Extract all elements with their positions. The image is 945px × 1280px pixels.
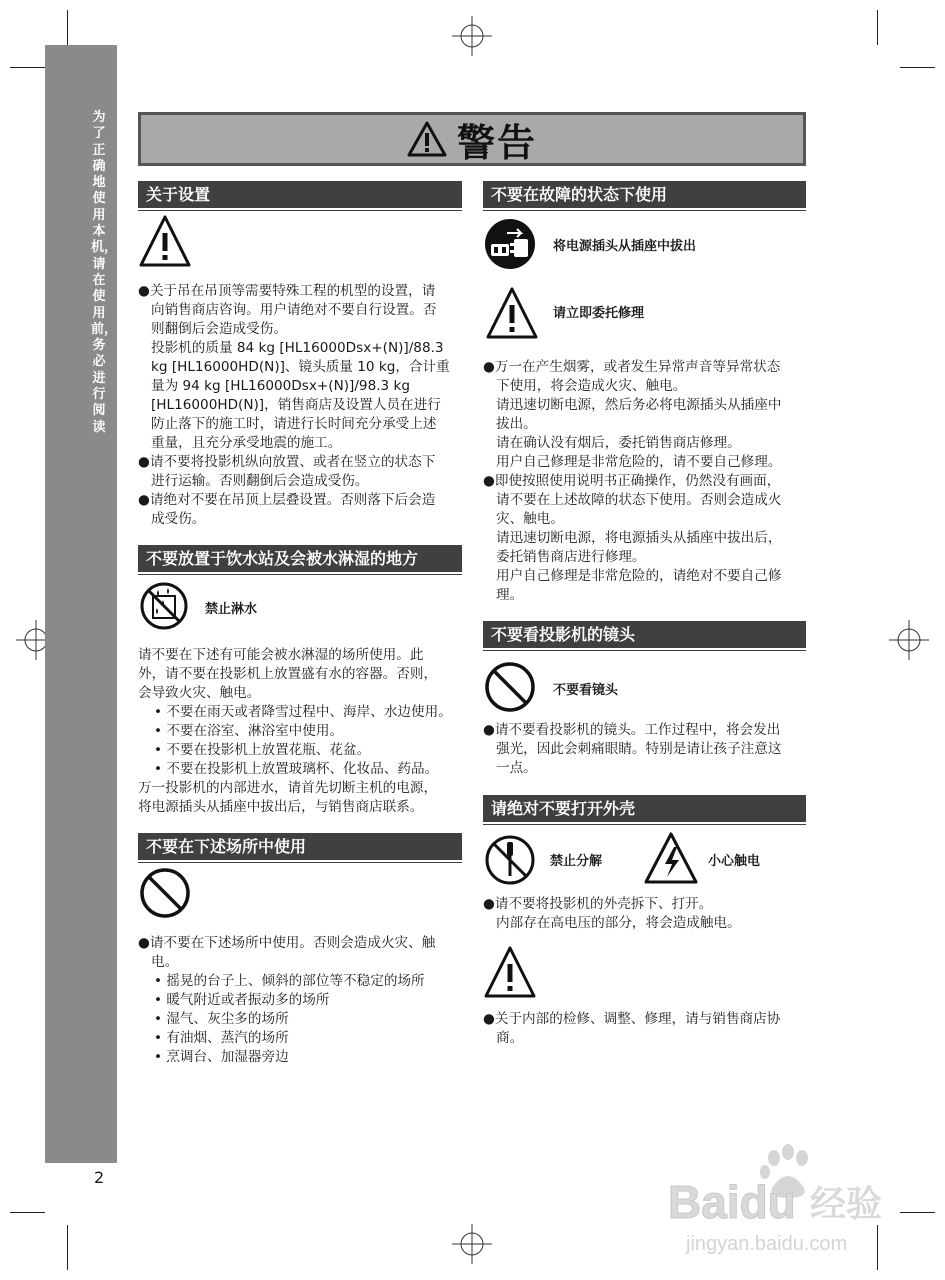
text-line: 将电源插头从插座中拔出后，与销售商店联系。 — [138, 799, 424, 815]
section-title-locations: 不要在下述场所中使用 — [138, 833, 462, 860]
dot-item: • 摇晃的台子上、倾斜的部位等不稳定的场所 — [154, 973, 425, 989]
text-line: 拔出。 — [496, 416, 537, 432]
bullet-paragraph: ●万一在产生烟雾，或者发生异常声音等异常状态 — [483, 359, 781, 375]
dot-item: • 不要在雨天或者降雪过程中、海岸、水边使用。 — [154, 704, 452, 720]
section-title-malfunction: 不要在故障的状态下使用 — [483, 181, 806, 208]
prohibition-icon — [483, 660, 537, 714]
watermark-url: jingyan.baidu.com — [686, 1233, 848, 1255]
caution-triangle-icon — [485, 285, 539, 341]
bullet-paragraph: ●请不要将投影机纵向放置、或者在竖立的状态下 — [138, 454, 436, 470]
text-line: 内部存在高电压的部分，将会造成触电。 — [496, 915, 741, 931]
crop-mark — [10, 1212, 45, 1213]
no-disassembly-icon — [483, 833, 537, 887]
text-line: 电。 — [151, 954, 179, 970]
text-line: 万一投影机的内部进水，请首先切断主机的电源， — [138, 780, 438, 796]
warning-banner — [138, 112, 806, 166]
baidu-watermark — [660, 1140, 920, 1270]
icon-label-no-look: 不要看镜头 — [553, 683, 619, 698]
text-line: 投影机的质量 84 kg [HL16000Dsx+(N)]/88.3 — [151, 340, 444, 356]
section-body-locations — [138, 934, 468, 1067]
bullet-paragraph: ●关于吊在吊顶等需要特殊工程的机型的设置，请 — [138, 283, 436, 299]
text-line: 理。 — [496, 587, 524, 603]
side-vertical-text: 为了正确地使用本机，请在使用前，务必进行阅读 — [91, 110, 118, 435]
icon-label-electric-shock: 小心触电 — [708, 854, 761, 869]
caution-triangle-icon — [483, 944, 537, 1000]
dot-item: • 烹调台、加湿器旁边 — [154, 1049, 289, 1065]
section-body-installation — [138, 282, 468, 529]
registration-mark-right — [889, 620, 929, 660]
section-title-lens: 不要看投影机的镜头 — [483, 621, 806, 648]
text-line: 请迅速切断电源，然后务必将电源插头从插座中 — [496, 397, 782, 413]
section-title-installation: 关于设置 — [138, 181, 462, 208]
text-line: 用户自己修理是非常危险的，请不要自己修理。 — [496, 454, 782, 470]
section-title-case: 请绝对不要打开外壳 — [483, 795, 806, 822]
dot-item: • 不要在投影机上放置玻璃杯、化妆品、药品。 — [154, 761, 439, 777]
bullet-paragraph: ●请不要看投影机的镜头。工作过程中，将会发出 — [483, 722, 781, 738]
text-line: 防止落下的施工时，请进行长时间充分承受上述 — [151, 416, 437, 432]
section-body-repair — [483, 1010, 813, 1048]
bullet-paragraph: ●关于内部的检修、调整、修理，请与销售商店协 — [483, 1011, 781, 1027]
bullet-paragraph: ●请不要在下述场所中使用。否则会造成火灾、触 — [138, 935, 436, 951]
text-line: 灾、触电。 — [496, 511, 564, 527]
text-line: 用户自己修理是非常危险的，请绝对不要自己修 — [496, 568, 782, 584]
icon-label-no-disassembly: 禁止分解 — [550, 854, 603, 869]
text-line: 向销售商店咨询。用户请绝对不要自行设置。否 — [151, 302, 437, 318]
icon-label-repair: 请立即委托修理 — [553, 306, 645, 321]
watermark-suffix: 经验 — [810, 1184, 883, 1225]
crop-mark — [67, 10, 68, 45]
warning-triangle-icon — [407, 121, 447, 157]
warning-title: 警告 — [456, 120, 537, 165]
text-line: 会导致火灾、触电。 — [138, 685, 261, 701]
text-line: 强光，因此会刺痛眼睛。特别是请让孩子注意这 — [496, 741, 782, 757]
page-number: 2 — [94, 1168, 105, 1187]
bullet-paragraph: ●请不要将投影机的外壳拆下、打开。 — [483, 896, 713, 912]
text-line: 委托销售商店进行修理。 — [496, 549, 646, 565]
dot-item: • 有油烟、蒸汽的场所 — [154, 1030, 289, 1046]
bullet-paragraph: ●即使按照使用说明书正确操作，仍然没有画面， — [483, 473, 781, 489]
text-line: 则翻倒后会造成受伤。 — [151, 321, 287, 337]
text-line: 商。 — [496, 1030, 524, 1046]
text-line: 进行运输。否则翻倒后会造成受伤。 — [151, 473, 369, 489]
unplug-icon — [483, 217, 537, 271]
text-line: 请不要在上述故障的状态下使用。否则会造成火 — [496, 492, 782, 508]
caution-triangle-icon — [138, 213, 192, 269]
section-body-case — [483, 895, 813, 933]
text-line: [HL16000HD(N)]，销售商店及设置人员在进行 — [151, 397, 441, 413]
registration-mark-top — [452, 16, 492, 56]
no-water-icon — [138, 580, 190, 632]
watermark-brand: Baidu — [668, 1176, 796, 1228]
dot-item: • 不要在投影机上放置花瓶、花盆。 — [154, 742, 371, 758]
dot-item: • 湿气、灰尘多的场所 — [154, 1011, 289, 1027]
text-line: 量为 94 kg [HL16000Dsx+(N)]/98.3 kg — [151, 378, 411, 394]
text-line: 一点。 — [496, 760, 537, 776]
dot-item: • 不要在浴室、淋浴室中使用。 — [154, 723, 344, 739]
crop-mark — [877, 10, 878, 45]
section-body-water — [138, 646, 468, 817]
bullet-paragraph: ●请绝对不要在吊顶上层叠设置。否则落下后会造 — [138, 492, 436, 508]
crop-mark — [67, 1225, 68, 1270]
section-body-malfunction — [483, 358, 813, 605]
electric-shock-icon — [643, 830, 699, 886]
section-body-lens — [483, 721, 813, 778]
text-line: 请在确认没有烟后，委托销售商店修理。 — [496, 435, 741, 451]
crop-mark — [10, 67, 45, 68]
text-line: 请不要在下述有可能会被水淋湿的场所使用。此 — [138, 647, 424, 663]
text-line: 请迅速切断电源，将电源插头从插座中拔出后， — [496, 530, 782, 546]
text-line: 外，请不要在投影机上放置盛有水的容器。否则， — [138, 666, 438, 682]
icon-label-no-water: 禁止淋水 — [205, 602, 258, 617]
text-line: 下使用，将会造成火灾、触电。 — [496, 378, 687, 394]
section-title-water: 不要放置于饮水站及会被水淋湿的地方 — [138, 545, 462, 572]
registration-mark-bottom — [452, 1224, 492, 1264]
text-line: 重量，且充分承受地震的施工。 — [151, 435, 342, 451]
dot-item: • 暖气附近或者振动多的场所 — [154, 992, 330, 1008]
crop-mark — [900, 67, 935, 68]
text-line: kg [HL16000HD(N)]、镜头质量 10 kg，合计重 — [151, 359, 450, 375]
text-line: 成受伤。 — [151, 511, 206, 527]
icon-label-unplug: 将电源插头从插座中拔出 — [553, 239, 697, 254]
prohibition-icon — [138, 866, 192, 920]
